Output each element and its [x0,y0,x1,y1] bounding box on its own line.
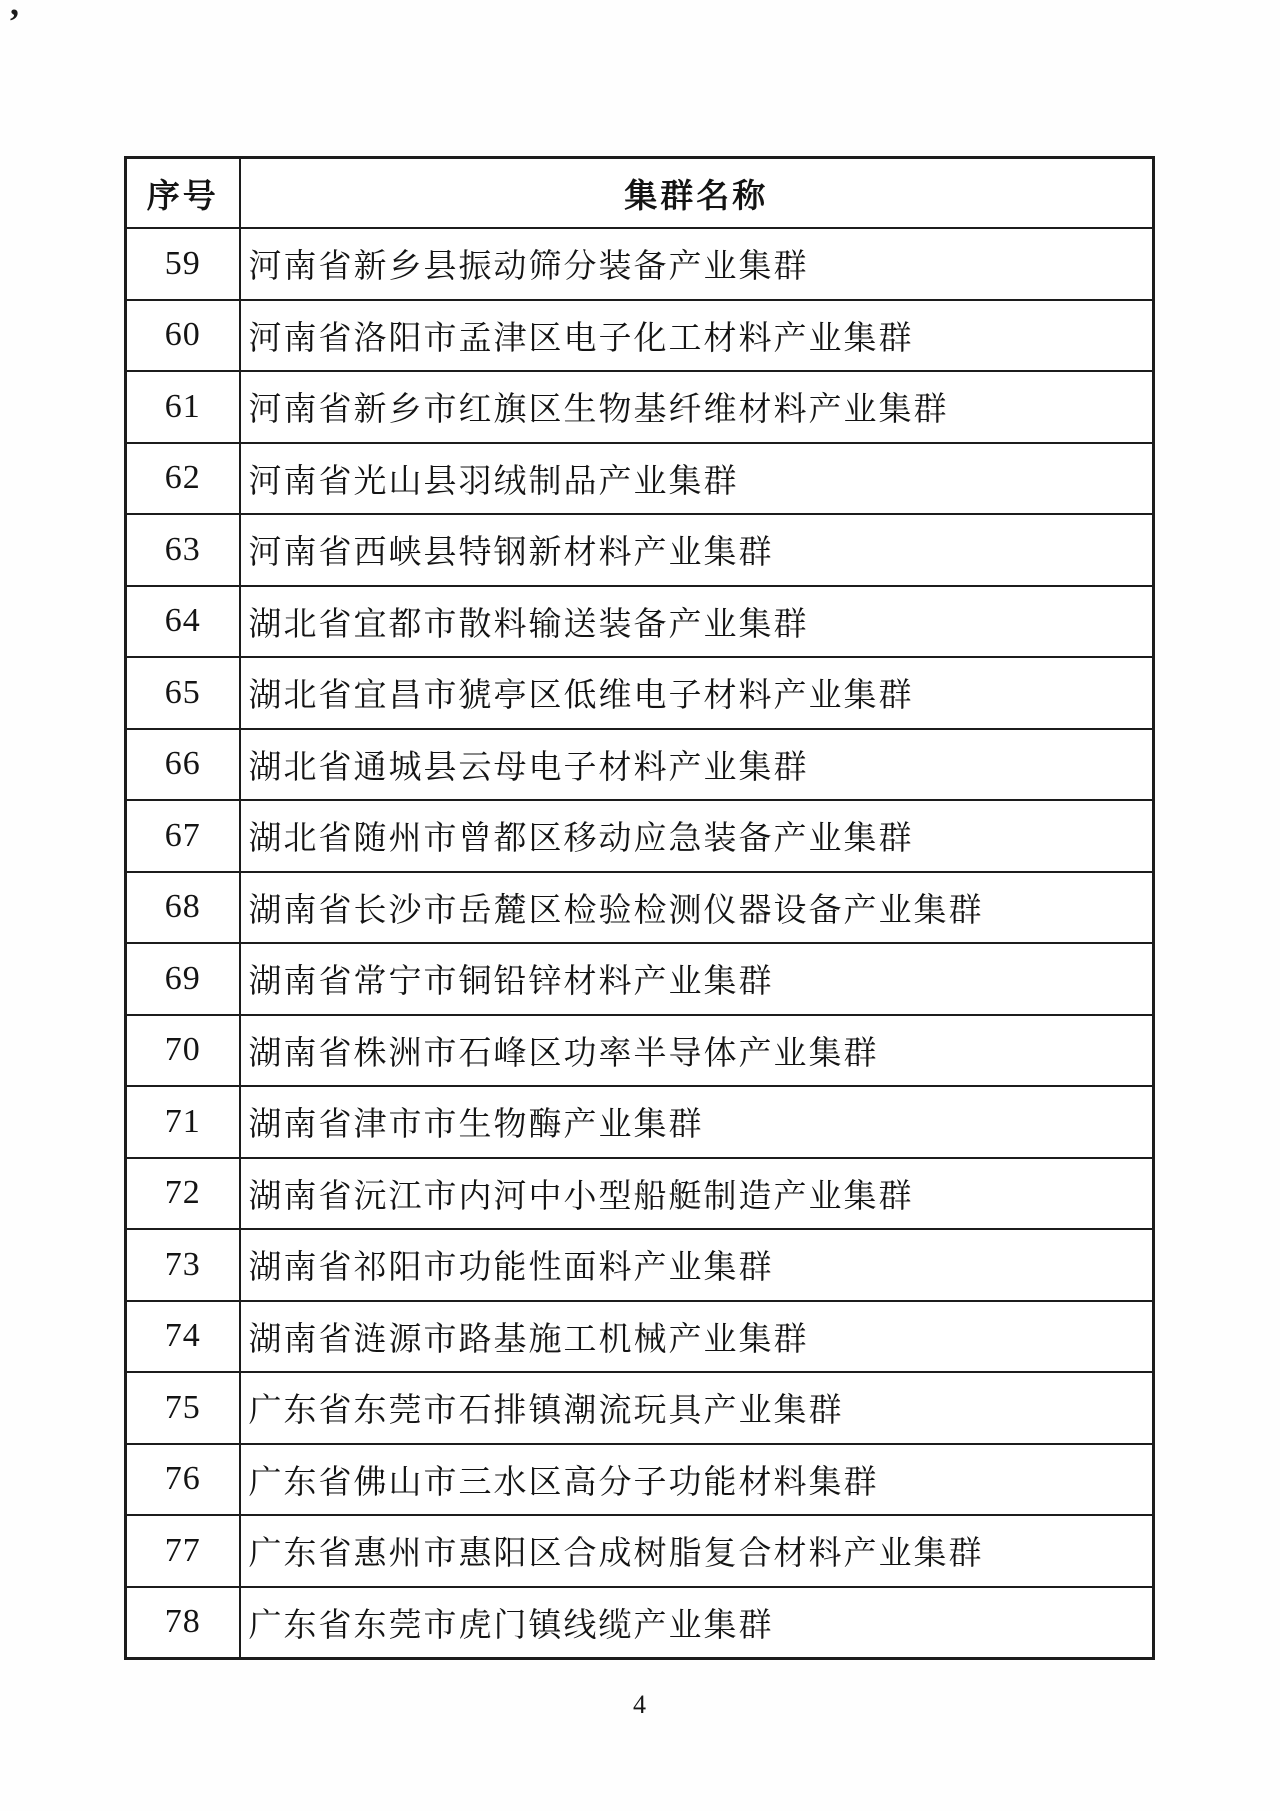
header-serial-number: 序号 [126,158,240,229]
table-row [126,729,1154,801]
scan-artifact-hook: , [10,0,19,23]
row-serial-number: 64 [126,586,240,658]
row-serial-number: 60 [126,300,240,372]
row-cluster-name: 河南省洛阳市孟津区电子化工材料产业集群 [240,300,1154,372]
row-serial-number: 65 [126,657,240,729]
row-serial-number: 73 [126,1229,240,1301]
row-serial-number: 67 [126,800,240,872]
row-cluster-name: 湖北省通城县云母电子材料产业集群 [240,729,1154,801]
row-cluster-name: 湖北省宜都市散料输送装备产业集群 [240,586,1154,658]
row-serial-number: 62 [126,443,240,515]
row-serial-number: 66 [126,729,240,801]
table-row [126,1372,1154,1444]
row-cluster-name: 湖北省随州市曾都区移动应急装备产业集群 [240,800,1154,872]
row-serial-number: 61 [126,371,240,443]
row-serial-number: 77 [126,1515,240,1587]
row-cluster-name: 河南省新乡县振动筛分装备产业集群 [240,228,1154,300]
row-serial-number: 69 [126,943,240,1015]
row-cluster-name: 湖南省常宁市铜铅锌材料产业集群 [240,943,1154,1015]
table-row [126,1015,1154,1087]
table-row [126,943,1154,1015]
header-cluster-name: 集群名称 [240,158,1154,229]
row-cluster-name: 河南省西峡县特钢新材料产业集群 [240,514,1154,586]
table-row [126,1086,1154,1158]
row-serial-number: 63 [126,514,240,586]
row-cluster-name: 河南省新乡市红旗区生物基纤维材料产业集群 [240,371,1154,443]
row-cluster-name: 湖南省长沙市岳麓区检验检测仪器设备产业集群 [240,872,1154,944]
row-serial-number: 78 [126,1587,240,1659]
row-cluster-name: 广东省东莞市石排镇潮流玩具产业集群 [240,1372,1154,1444]
row-serial-number: 74 [126,1301,240,1373]
table-row [126,586,1154,658]
row-cluster-name: 湖南省津市市生物酶产业集群 [240,1086,1154,1158]
row-cluster-name: 湖南省沅江市内河中小型船艇制造产业集群 [240,1158,1154,1230]
table-row [126,514,1154,586]
row-serial-number: 76 [126,1444,240,1516]
table-row [126,1444,1154,1516]
row-cluster-name: 湖北省宜昌市猇亭区低维电子材料产业集群 [240,657,1154,729]
table-row [126,1301,1154,1373]
row-cluster-name: 广东省惠州市惠阳区合成树脂复合材料产业集群 [240,1515,1154,1587]
row-cluster-name: 广东省佛山市三水区高分子功能材料集群 [240,1444,1154,1516]
cluster-table [124,156,1155,1660]
row-serial-number: 59 [126,228,240,300]
row-serial-number: 72 [126,1158,240,1230]
table-row [126,1158,1154,1230]
row-cluster-name: 湖南省株洲市石峰区功率半导体产业集群 [240,1015,1154,1087]
table-row [126,872,1154,944]
row-serial-number: 71 [126,1086,240,1158]
table-row [126,443,1154,515]
cluster-table-body [126,228,1154,1659]
row-cluster-name: 河南省光山县羽绒制品产业集群 [240,443,1154,515]
table-row [126,657,1154,729]
row-cluster-name: 湖南省涟源市路基施工机械产业集群 [240,1301,1154,1373]
row-cluster-name: 湖南省祁阳市功能性面料产业集群 [240,1229,1154,1301]
row-serial-number: 70 [126,1015,240,1087]
table-row [126,371,1154,443]
table-row [126,800,1154,872]
row-serial-number: 75 [126,1372,240,1444]
row-serial-number: 68 [126,872,240,944]
table-row [126,300,1154,372]
table-row [126,1229,1154,1301]
page-number: 4 [633,1690,646,1719]
table-row [126,1515,1154,1587]
table-row [126,1587,1154,1659]
cluster-table-header [126,158,1154,229]
row-cluster-name: 广东省东莞市虎门镇线缆产业集群 [240,1587,1154,1659]
header-row [126,158,1154,229]
table-row [126,228,1154,300]
